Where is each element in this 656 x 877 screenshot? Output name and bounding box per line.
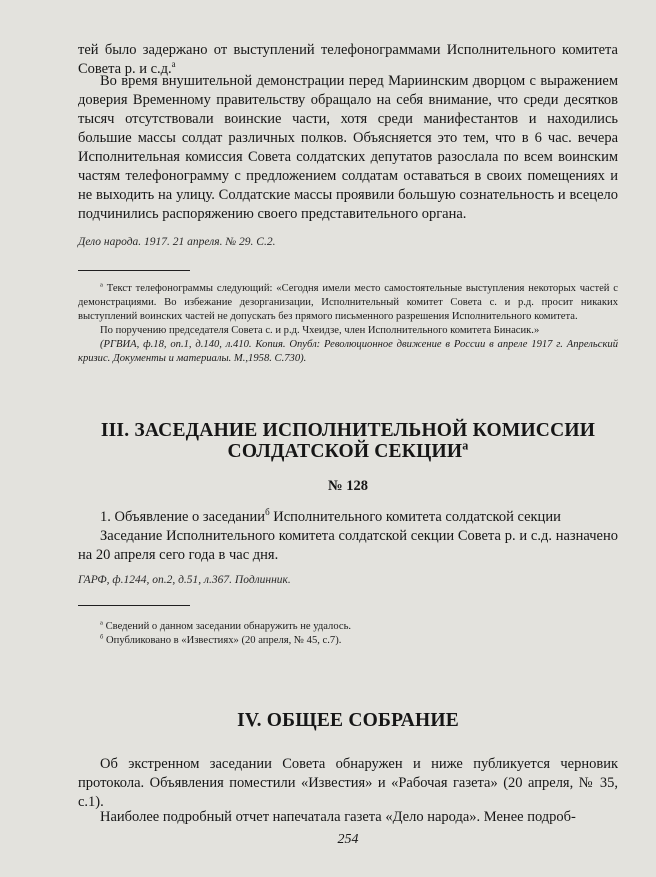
footnote-rule — [78, 605, 190, 606]
paragraph-text: тей было задержано от выступлений телефонограммами Исполнительного комитета Совета р. и с.д. — [78, 42, 618, 77]
footnote-block — [78, 282, 618, 366]
document-number: № 128 — [328, 478, 368, 494]
item-body: Заседание Исполнительного комитета солдатской секции Совета р. и с.д. назначено на 20 апреля сего года в час дня. — [78, 528, 618, 563]
footnote-ref: б — [265, 507, 270, 518]
footnote-text: Текст телефонограммы следующий: «Сегодня имели место самостоятельные выступления некоторых частей с демонстрациями. Во избежание дезорганизации, Исполнительный комитет Совета с. и р.д. просит никаких выступлений воинских частей не допускать без прямого письменного разрешения Исполнительного комитета. — [78, 283, 618, 322]
footnote-ref: а — [171, 59, 176, 70]
item-title: 1. Объявление о заседании — [100, 509, 266, 525]
section-heading-iii: III. ЗАСЕДАНИЕ ИСПОЛНИТЕЛЬНОЙ КОМИССИИ СОЛДАТСКОЙ $СЕКЦИИ^а$ — [100, 420, 596, 462]
footnote-mark: б — [100, 633, 104, 641]
page-number: 254 — [337, 832, 359, 847]
footnote-rule — [78, 270, 190, 271]
paragraph-demonstration: Во время внушительной демонстрации перед Мариинским дворцом с выражением доверия Временному правительству обращало на себя внимание, что среди десятков тысяч отсутствовали воинские части, хотя среди манифестантов и находились большие массы солдат различных полков. Объясняется это тем, что в 6 час. вечера Исполнительная комиссия Совета солдатских депутатов разослала по всем воинским частям телефонограмму с предложением солдатам оставаться в своих помещениях и не выходить на улицу. Солдатские массы проявили большую сознательность и всецело подчинились распоряжению своего представительного органа. — [78, 73, 618, 222]
source-citation: ГАРФ, ф.1244, оп.2, д.51, л.367. Подлинник. — [78, 574, 291, 586]
section-iv-continued: Наиболее подробный отчет напечатала газета «Дело народа». Менее подроб- — [100, 809, 576, 825]
footnote-signature: По поручению председателя Совета с. и р.д. Чхеидзе, член Исполнительного комитета Бинасик.» — [100, 325, 540, 336]
source-citation: Дело народа. 1917. 21 апреля. № 29. С.2. — [78, 236, 276, 248]
footnote-block: $^а$ Сведений о данном заседании обнаружить не удалось. $^б$ Опубликовано в «Известиях» (20 апреля, № 45, с.7). — [100, 619, 352, 646]
section-heading-iv: IV. ОБЩЕЕ СОБРАНИЕ — [237, 710, 459, 731]
footnote-mark: а — [100, 281, 103, 289]
section-iv-intro: Об экстренном заседании Совета обнаружен и ниже публикуется черновик протокола. Объявления поместили «Известия» и «Рабочая газета» (20 апреля, № 35, с.1). — [78, 756, 618, 810]
footnote-mark: а — [462, 438, 469, 453]
footnote-mark: а — [100, 619, 103, 627]
footnote-archive: (РГВИА, ф.18, оп.1, д.140, л.410. Копия. Опубл: Революционное движение в России в апреле 1917 г. Апрельский кризис. Документы и материалы. М.,1958. С.730). — [78, 339, 618, 364]
document-128: 1. Объявление о заседании$^б$ Исполнительного комитета солдатской секции Заседание Исполнительного комитета солдатской секции Совета р. и с.д. назначено на 20 апреля сего года в час дня. — [78, 507, 618, 563]
